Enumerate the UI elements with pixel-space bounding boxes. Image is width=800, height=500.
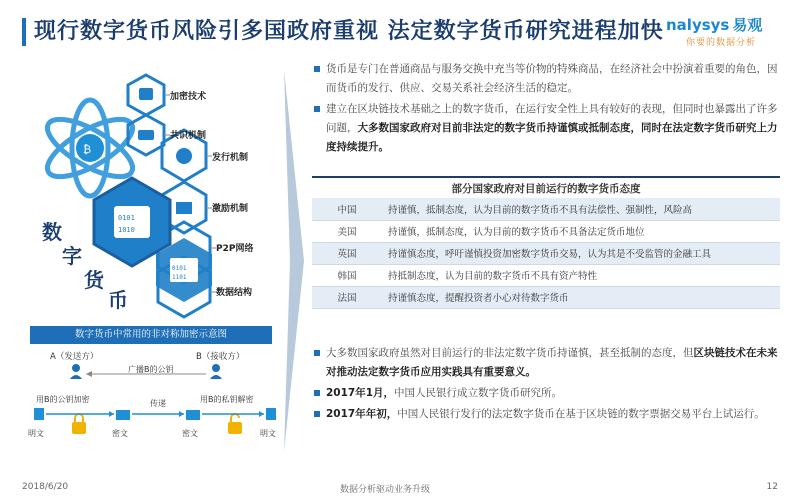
svg-text:1101: 1101 (172, 274, 187, 281)
page-title: 现行数字货币风险引多国政府重视 法定数字货币研究进程加快 (34, 19, 664, 44)
svg-text:0101: 0101 (172, 265, 187, 272)
digital-currency-diagram (20, 70, 282, 320)
diagram-label-incentive: 激励机制 (212, 204, 249, 214)
svg-text:0101: 0101 (118, 214, 135, 222)
coin-icon (176, 148, 192, 164)
table-row (312, 264, 780, 286)
footer (0, 478, 800, 500)
encryption-panel (20, 324, 282, 452)
bullet-item (312, 100, 784, 157)
bullet-text: 中国人民银行成立数字货币研究所。 (394, 387, 563, 399)
table-row (312, 198, 780, 220)
user-b-icon (210, 364, 222, 379)
lock-icon (72, 414, 242, 434)
diagram-label-encryption: 加密技术 (170, 92, 207, 102)
attitude-cell: 持谨慎态度，呼吁谨慎投资加密数字货币交易，认为其是不受监管的金融工具 (382, 242, 780, 264)
footer-date: 2018/6/20 (22, 482, 69, 492)
diagram-label-data: 数据结构 (216, 288, 253, 298)
plain-text-2: 明文 (260, 429, 276, 438)
logo-text: nalysys (666, 16, 730, 34)
lock-icon (139, 88, 153, 100)
diagram-label-p2p: P2P网络 (216, 244, 254, 254)
table-row (312, 242, 780, 264)
cipher-text-2: 密文 (182, 429, 198, 438)
encryption-title: 数字货币中常用的非对称加密示意图 (30, 326, 272, 344)
center-char-2: 字 (62, 244, 82, 268)
bottom-bullets (312, 344, 784, 424)
cipher-text-1: 密文 (112, 429, 128, 438)
diagram-label-issuance: 发行机制 (212, 153, 249, 163)
plain-text-1: 明文 (28, 429, 44, 438)
country-cell: 韩国 (312, 264, 382, 286)
encrypt-label: 用B的公钥加密 (36, 395, 90, 404)
country-cell: 中国 (312, 198, 382, 220)
attitude-cell: 持谨慎，抵制态度，认为目前的数字货币不具备法定货币地位 (382, 220, 780, 242)
bullet-bold-text: 2017年年初， (326, 408, 398, 420)
bullet-item (312, 405, 784, 424)
bullet-text: 建立在区块链技术基础之上的数字货币，在运行安全性上具有较好的表现，但同时也暴露出了许多问题， (326, 103, 778, 134)
user-a-icon (70, 364, 82, 379)
bullet-text: 大多数国家政府虽然对目前运行的非法定数字货币持谨慎，甚至抵制的态度，但 (326, 347, 694, 359)
table-row (312, 220, 780, 242)
chart-icon (176, 202, 192, 214)
bullet-bold-text: 2017年1月， (326, 387, 395, 399)
center-char-4: 币 (108, 288, 128, 312)
diagram-label-consensus: 共识机制 (170, 131, 207, 141)
receiver-label: B（接收方） (196, 352, 245, 362)
broadcast-label: 广播B的公钥 (128, 365, 174, 374)
header (0, 0, 800, 62)
envelope-icon (116, 410, 200, 420)
logo-cn: 易观 (732, 16, 763, 34)
table-title: 部分国家政府对目前运行的数字货币态度 (312, 176, 780, 198)
footer-slogan: 数据分析驱动业务升级 (340, 485, 431, 495)
chevron-right-icon (282, 70, 306, 452)
bullet-item (312, 384, 784, 403)
center-char-1: 数 (42, 220, 62, 244)
handshake-icon (138, 130, 154, 140)
center-char-3: 货 (84, 268, 104, 292)
sender-label: A（发送方） (50, 352, 99, 362)
svg-text:₿: ₿ (83, 143, 92, 156)
decrypt-label: 用B的私钥解密 (200, 395, 254, 404)
bullet-bold-text: 区块链技术在未来对推动法定数字货币应用实践具有重要意义。 (326, 347, 778, 378)
bullet-item (312, 60, 784, 98)
country-cell: 英国 (312, 242, 382, 264)
analysys-logo (666, 14, 786, 48)
page-number: 12 (766, 482, 778, 492)
title-accent-bar (22, 18, 26, 46)
bullet-item (312, 344, 784, 382)
country-cell: 法国 (312, 286, 382, 308)
bullet-text: 货币是专门在普通商品与服务交换中充当等价物的特殊商品，在经济社会中扮演着重要的角色，因而货币的发行、供应、交易关系社会经济生活的稳定。 (326, 63, 778, 94)
country-cell: 美国 (312, 220, 382, 242)
attitude-cell: 持抵制态度，认为目前的数字货币不具有资产特性 (382, 264, 780, 286)
logo-slogan: 你要的数据分析 (686, 38, 757, 48)
transmit-label: 传递 (150, 399, 166, 408)
attitude-table (312, 176, 780, 309)
bullet-text: 中国人民银行发行的法定数字货币在基于区块链的数字票据交易平台上试运行。 (397, 408, 765, 420)
table-row (312, 286, 780, 308)
bullet-bold-text: 大多数国家政府对目前非法定的数字货币持谨慎或抵制态度，同时在法定数字货币研究上力度持续提升。 (326, 122, 778, 153)
top-bullets (312, 60, 784, 157)
attitude-cell: 持谨慎，抵制态度，认为目前的数字货币不具有法偿性、强制性，风险高 (382, 198, 780, 220)
svg-text:1010: 1010 (118, 226, 135, 234)
attitude-cell: 持谨慎态度，提醒投资者小心对待数字货币 (382, 286, 780, 308)
